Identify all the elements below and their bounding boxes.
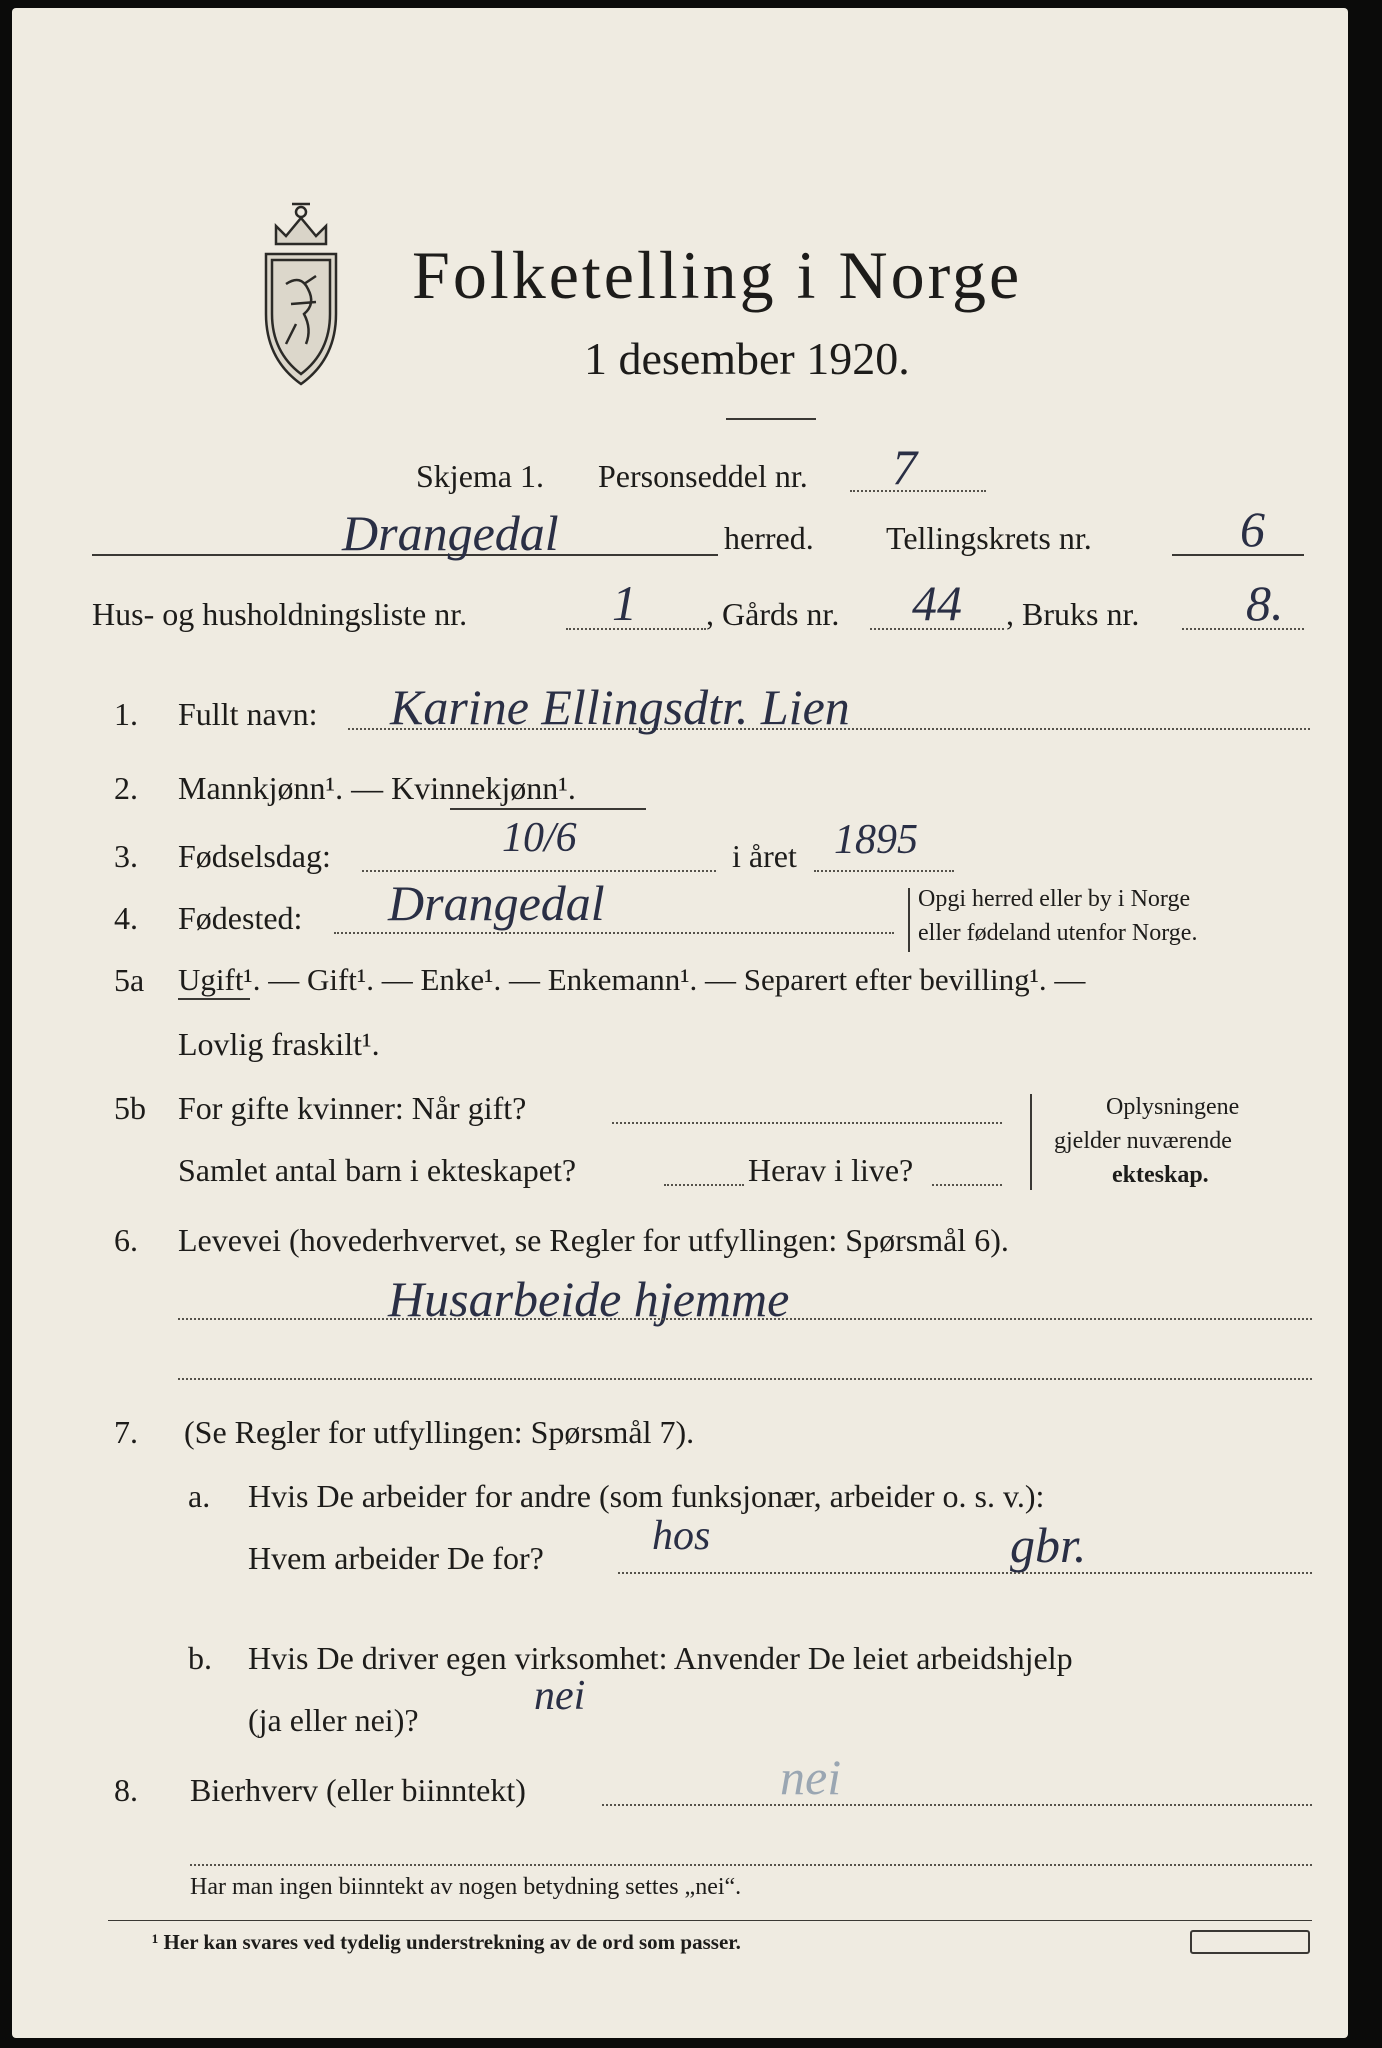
q7a-line2: Hvem arbeider De for? bbox=[248, 1540, 544, 1576]
personseddel-field bbox=[850, 490, 986, 492]
q1-label: Fullt navn: bbox=[178, 696, 318, 732]
q7a-value1: hos bbox=[652, 1513, 711, 1559]
q5b-married-field bbox=[612, 1122, 1002, 1124]
q3-year-label: i året bbox=[732, 838, 797, 874]
q5b-note3: ekteskap. bbox=[1112, 1162, 1209, 1188]
q8-field-line2 bbox=[190, 1864, 1312, 1866]
coat-of-arms-icon bbox=[246, 184, 356, 394]
q3-day-field bbox=[362, 870, 716, 872]
q8-value: nei bbox=[780, 1749, 842, 1805]
q4-note-brace bbox=[908, 888, 910, 952]
q6-field-line1 bbox=[178, 1318, 1312, 1320]
q7-label: (Se Regler for utfyllingen: Spørsmål 7). bbox=[184, 1414, 695, 1450]
q3-day-value: 10/6 bbox=[502, 815, 577, 861]
q1-number: 1. bbox=[114, 696, 138, 732]
q7b-value: nei bbox=[534, 1673, 586, 1719]
q4-field bbox=[334, 932, 894, 934]
q5b-alive-field bbox=[932, 1184, 1002, 1186]
form-title: Folketelling i Norge bbox=[412, 237, 1023, 313]
q5a-line1: Ugift¹. — Gift¹. — Enke¹. — Enkemann¹. — Separert efter bevilling¹. — bbox=[178, 962, 1086, 997]
q8-number: 8. bbox=[114, 1772, 138, 1808]
q2-underline bbox=[450, 808, 646, 810]
tellingskrets-field bbox=[1172, 554, 1304, 556]
q6-value: Husarbeide hjemme bbox=[388, 1271, 790, 1327]
q4-number: 4. bbox=[114, 900, 138, 936]
q2-text: Mannkjønn¹. — Kvinnekjønn¹. bbox=[178, 770, 576, 806]
q5a-number: 5a bbox=[114, 962, 145, 998]
bruks-label: , Bruks nr. bbox=[1006, 596, 1140, 632]
q5b-line2a: Samlet antal barn i ekteskapet? bbox=[178, 1152, 577, 1188]
q3-year-field bbox=[814, 870, 954, 872]
q7b-letter: b. bbox=[188, 1640, 212, 1676]
q7a-line1: Hvis De arbeider for andre (som funksjonær, arbeider o. s. v.): bbox=[248, 1478, 1045, 1514]
personseddel-value: 7 bbox=[892, 439, 917, 495]
personseddel-label: Personseddel nr. bbox=[598, 458, 808, 494]
q6-number: 6. bbox=[114, 1222, 138, 1258]
q5b-number: 5b bbox=[114, 1090, 146, 1126]
q4-note-line1: Opgi herred eller by i Norge bbox=[918, 886, 1191, 912]
title-divider bbox=[726, 418, 816, 420]
q7b-line1: Hvis De driver egen virksomhet: Anvender De leiet arbeidshjelp bbox=[248, 1640, 1073, 1676]
footer-note: Har man ingen biinntekt av nogen betydning settes „nei“. bbox=[190, 1874, 742, 1900]
q2-number: 2. bbox=[114, 770, 138, 806]
q5b-children-field bbox=[664, 1184, 744, 1186]
tellingskrets-value: 6 bbox=[1240, 501, 1265, 557]
q7a-field bbox=[618, 1572, 1312, 1574]
footnote: ¹ Her kan svares ved tydelig understrekning av de ord som passer. bbox=[152, 1930, 741, 1954]
q5b-line1: For gifte kvinner: Når gift? bbox=[178, 1090, 527, 1126]
hus-label: Hus- og husholdningsliste nr. bbox=[92, 596, 468, 632]
q5b-note2: gjelder nuværende bbox=[1054, 1128, 1232, 1154]
q8-label: Bierhverv (eller biinntekt) bbox=[190, 1772, 526, 1808]
tellingskrets-label: Tellingskrets nr. bbox=[886, 520, 1092, 556]
q7b-line2: (ja eller nei)? bbox=[248, 1702, 419, 1738]
q6-label: Levevei (hovederhvervet, se Regler for utfyllingen: Spørsmål 6). bbox=[178, 1222, 1009, 1258]
q4-value: Drangedal bbox=[388, 875, 605, 931]
q8-field-line1 bbox=[602, 1804, 1312, 1806]
herred-label: herred. bbox=[724, 520, 814, 556]
footer-divider bbox=[108, 1920, 1312, 1921]
q7-number: 7. bbox=[114, 1414, 138, 1450]
gards-label: , Gårds nr. bbox=[706, 596, 840, 632]
gards-value: 44 bbox=[912, 575, 962, 631]
q5b-note-brace bbox=[1030, 1094, 1032, 1190]
q5a-line2: Lovlig fraskilt¹. bbox=[178, 1026, 380, 1062]
q3-number: 3. bbox=[114, 838, 138, 874]
q1-value: Karine Ellingsdtr. Lien bbox=[390, 679, 850, 735]
q7a-value2: gbr. bbox=[1010, 1517, 1087, 1573]
bruks-value: 8. bbox=[1246, 575, 1284, 631]
q6-field-line2 bbox=[178, 1378, 1312, 1380]
printer-stamp bbox=[1190, 1930, 1310, 1954]
q4-label: Fødested: bbox=[178, 900, 303, 936]
census-form bbox=[12, 8, 1348, 2038]
q5a-underline bbox=[178, 998, 250, 1000]
q5b-note1: Oplysningene bbox=[1106, 1094, 1240, 1120]
q7a-letter: a. bbox=[188, 1478, 211, 1514]
q5b-line2b: Herav i live? bbox=[748, 1152, 914, 1188]
bruks-field bbox=[1182, 628, 1304, 630]
skjema-label: Skjema 1. bbox=[416, 458, 544, 494]
q3-year-value: 1895 bbox=[834, 817, 918, 863]
hus-value: 1 bbox=[612, 575, 637, 631]
herred-value: Drangedal bbox=[342, 505, 559, 561]
q4-note-line2: eller fødeland utenfor Norge. bbox=[918, 920, 1198, 946]
census-date: 1 desember 1920. bbox=[584, 333, 910, 384]
q3-label: Fødselsdag: bbox=[178, 838, 331, 874]
